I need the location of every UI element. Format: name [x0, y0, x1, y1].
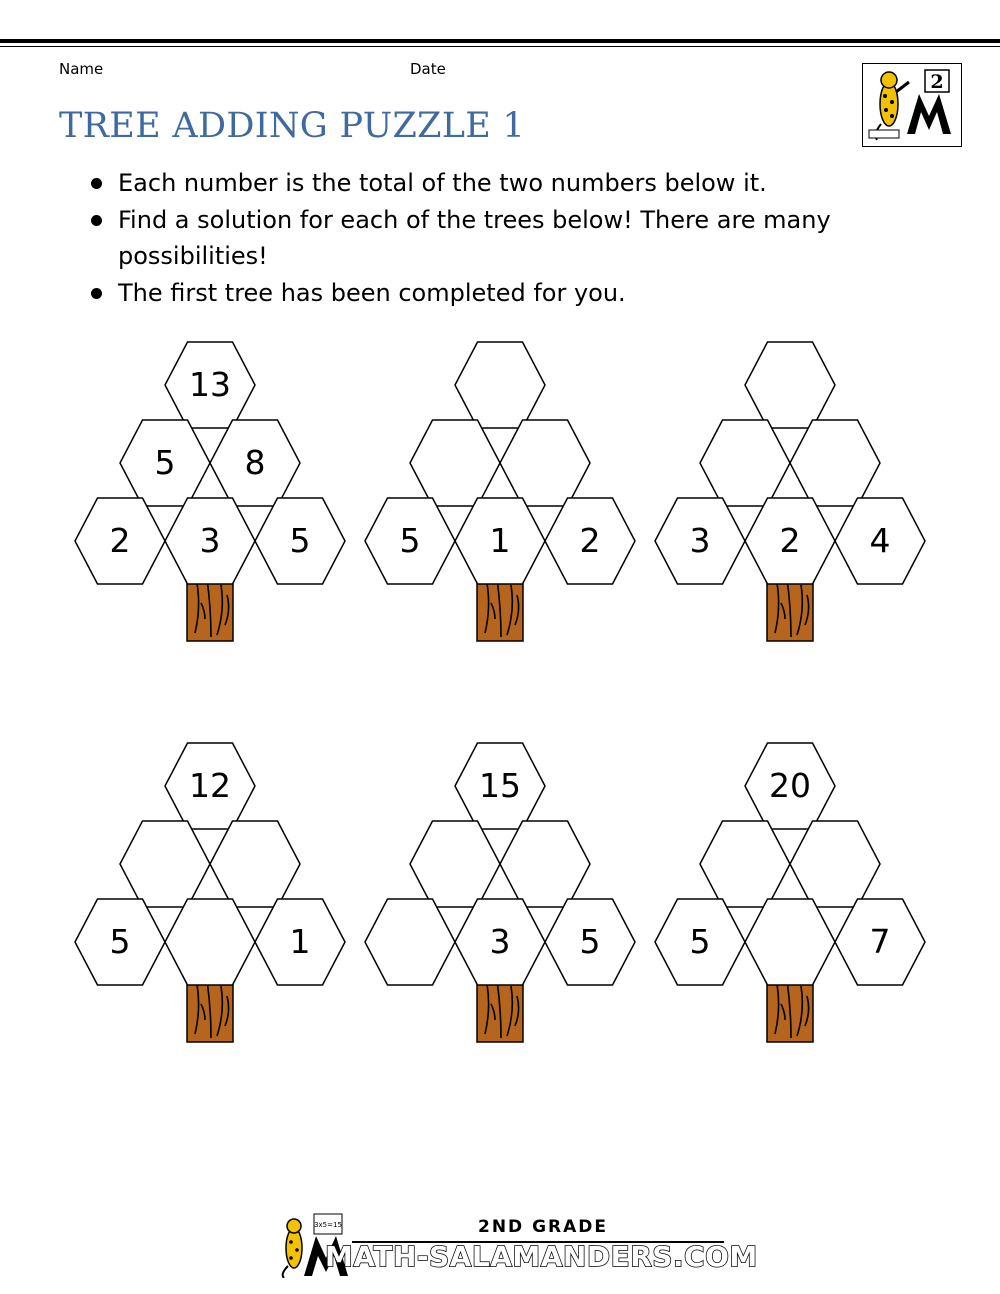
- instructions-list: [88, 165, 848, 312]
- instruction-item: The first tree has been completed for you.: [88, 275, 848, 311]
- hex-value: 3: [689, 521, 711, 560]
- logo-grade: 2: [930, 71, 944, 93]
- hex-value: [170, 922, 250, 962]
- hex-value: 12: [189, 766, 231, 805]
- bullet-icon: [91, 215, 102, 226]
- hex-value: [505, 844, 585, 884]
- tree-puzzle: [75, 734, 345, 1044]
- page-title: TREE ADDING PUZZLE 1: [59, 106, 526, 146]
- hex-value: 20: [769, 766, 811, 805]
- tree-puzzle: [655, 333, 925, 643]
- hex-value: 5: [154, 443, 176, 482]
- bullet-icon: [91, 178, 102, 189]
- hex-value: [505, 443, 585, 483]
- hex-value: 15: [479, 766, 521, 805]
- header-rule-thick: [0, 39, 1000, 43]
- hex-value: [415, 844, 495, 884]
- hex-value: 5: [689, 922, 711, 961]
- footer-site-name: MATH-SALAMANDERS.COM: [325, 1240, 758, 1273]
- instruction-item: Each number is the total of the two numbers below it.: [88, 165, 848, 201]
- hex-value: [705, 844, 785, 884]
- salamander-logo-icon: [863, 64, 961, 146]
- hex-value: [705, 443, 785, 483]
- hex-value: 8: [244, 443, 266, 482]
- hex-value: 1: [489, 521, 511, 560]
- hex-value: 5: [399, 521, 421, 560]
- tree-puzzle: [365, 333, 635, 643]
- header-rule-thin: [0, 46, 1000, 47]
- hex-value: [370, 922, 450, 962]
- salamander-logo: [862, 63, 962, 147]
- hex-value: 1: [289, 922, 311, 961]
- hex-value: [125, 844, 205, 884]
- hex-value: [460, 365, 540, 405]
- hex-value: 4: [869, 521, 891, 560]
- hex-value: 13: [189, 365, 231, 404]
- name-label: Name: [59, 60, 104, 78]
- bullet-icon: [91, 288, 102, 299]
- tree-puzzle: [655, 734, 925, 1044]
- hex-value: [750, 922, 830, 962]
- hex-value: [750, 365, 830, 405]
- footer-chart-badge: 3x5=15: [314, 1221, 342, 1229]
- hex-value: 3: [199, 521, 221, 560]
- footer-grade: 2ND GRADE: [478, 1217, 609, 1237]
- hex-value: 5: [109, 922, 131, 961]
- hex-value: [215, 844, 295, 884]
- hex-value: 2: [779, 521, 801, 560]
- tree-puzzle: [365, 734, 635, 1044]
- hex-value: 5: [289, 521, 311, 560]
- hex-value: 5: [579, 922, 601, 961]
- hex-value: 3: [489, 922, 511, 961]
- hex-value: [795, 443, 875, 483]
- hex-value: 2: [109, 521, 131, 560]
- instruction-item: Find a solution for each of the trees below! There are many possibilities!: [88, 202, 848, 274]
- hex-value: [415, 443, 495, 483]
- date-label: Date: [410, 60, 446, 78]
- hex-value: 7: [869, 922, 891, 961]
- tree-puzzle: [75, 333, 345, 643]
- hex-value: [795, 844, 875, 884]
- hex-value: 2: [579, 521, 601, 560]
